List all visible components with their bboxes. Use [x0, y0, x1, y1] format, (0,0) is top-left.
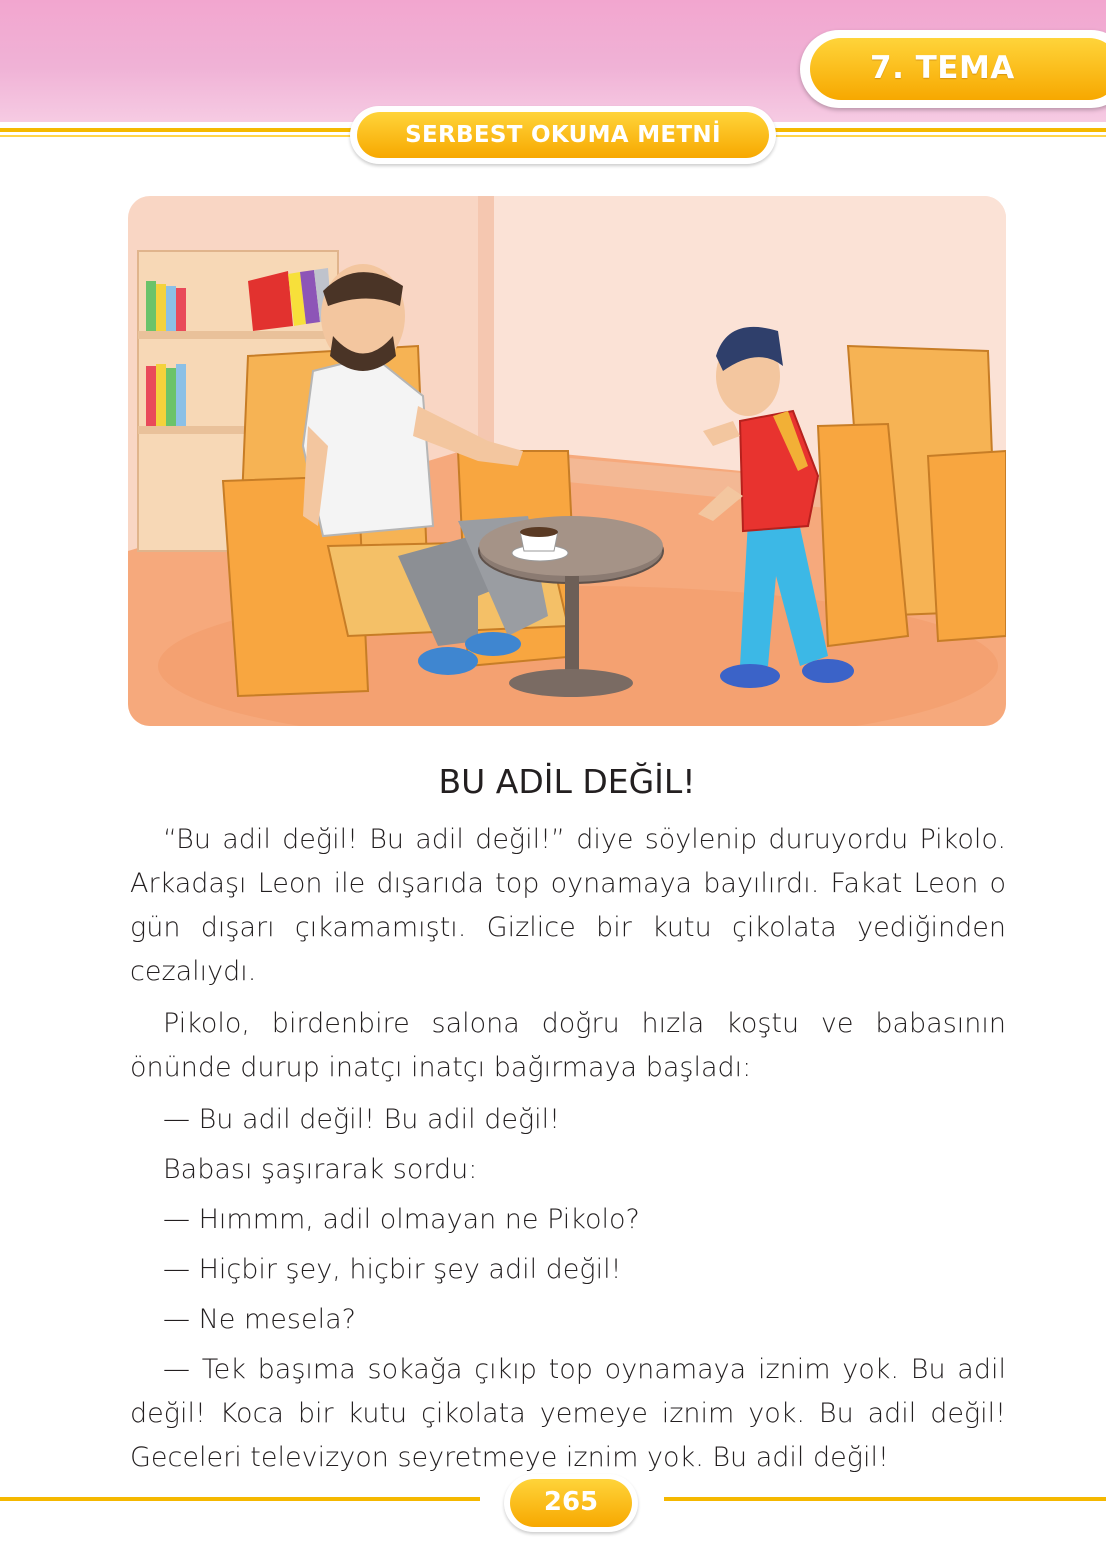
footer-divider-right	[664, 1497, 1106, 1501]
narration-line: Babası şaşırarak sordu:	[163, 1154, 478, 1185]
tema-label: 7. TEMA	[870, 50, 1015, 86]
section-label: SERBEST OKUMA METNİ	[405, 122, 721, 148]
page-number: 265	[543, 1487, 599, 1517]
dialog-line: — Ne mesela?	[163, 1304, 356, 1335]
story-illustration	[128, 196, 1006, 726]
footer-divider-left	[0, 1497, 480, 1501]
story-title: BU ADİL DEĞİL!	[438, 762, 696, 801]
story-paragraph: “Bu adil değil! Bu adil değil!” diye söylenip duruyordu Pikolo. Arkadaşı Leon ile dışarıda top oynamaya bayılırdı. Fakat Leon o gün dışarı çıkamamıştı. Gizlice bir kutu çikolata yediğinden cezalıydı.	[130, 824, 1006, 987]
story-paragraph: Pikolo, birdenbire salona doğru hızla koştu ve babasının önünde durup inatçı inatçı bağırmaya başladı:	[130, 1008, 1006, 1083]
dialog-line: — Hımmm, adil olmayan ne Pikolo?	[163, 1204, 640, 1235]
dialog-line: — Bu adil değil! Bu adil değil!	[163, 1104, 561, 1135]
story-body	[130, 818, 1006, 1488]
dialog-line: — Hiçbir şey, hiçbir şey adil değil!	[163, 1254, 622, 1285]
dialog-paragraph: — Tek başıma sokağa çıkıp top oynamaya iznim yok. Bu adil değil! Koca bir kutu çikolata yemeye iznim yok. Bu adil değil! Geceleri televizyon seyretmeye iznim yok. Bu adil değil!	[130, 1354, 1006, 1473]
